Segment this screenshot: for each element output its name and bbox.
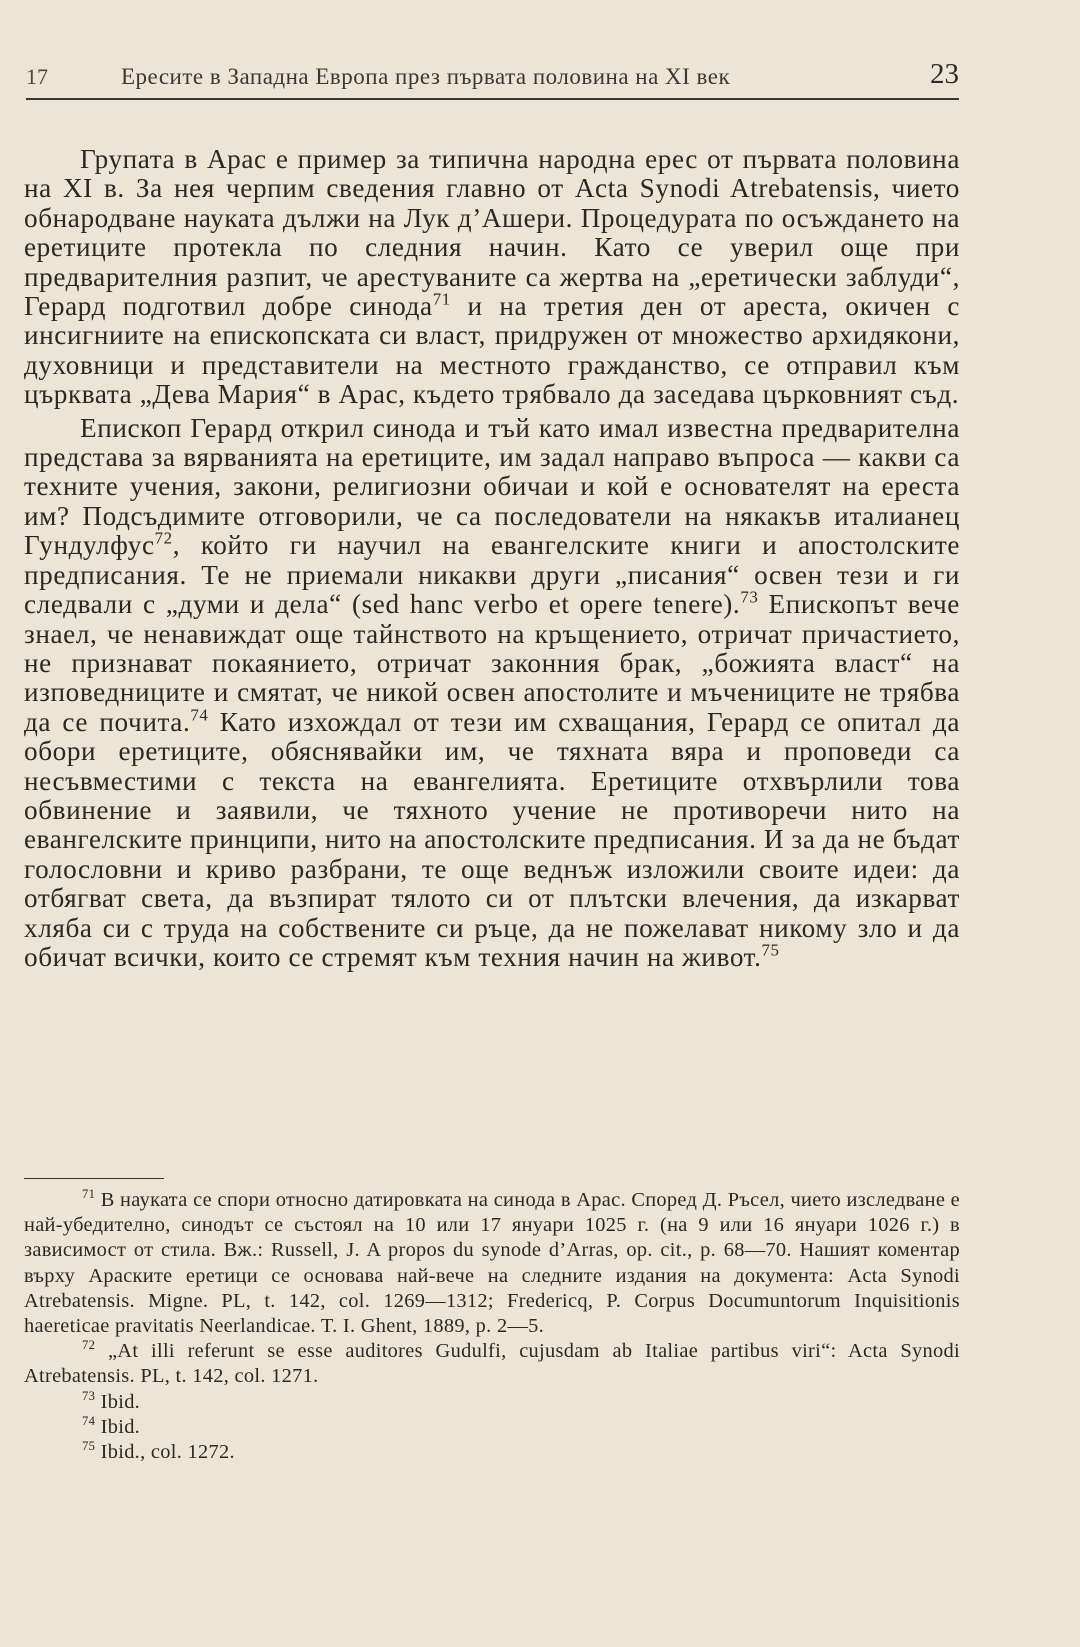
footnote-number: 75: [82, 1439, 96, 1454]
paragraph-2-text-b: , който ги научил на евангелските книги и апостолските предписания. Те не приемали никакви други „писания“ освен тези и ги следвали с „думи и дела“ (sed hanc verbo et opere tenere).: [24, 530, 960, 620]
footnote-75: [24, 1440, 960, 1465]
footnote-ref-73: 73: [740, 587, 759, 607]
footnote-text: Ibid.: [100, 1390, 141, 1413]
footnote-number: 73: [82, 1388, 96, 1403]
footnote-text: „At illi referunt se esse auditores Gudulfi, cujusdam ab Italiae partibus viri“: Acta Synodi Atrebatensis. PL, t. 142, col. 1271.: [24, 1340, 960, 1388]
footnote-74: [24, 1415, 960, 1440]
paragraph-1-text-b: и на третия ден от ареста, окичен с инсигниите на епископската си власт, придружен от множество архидякони, духовници и представители на местното гражданство, се отправил към църквата „Дева Мария“ в Арас, където трябвало да заседава църковният съд.: [24, 291, 961, 410]
footnote-ref-74: 74: [190, 705, 209, 725]
footnote-divider: [24, 1178, 164, 1179]
main-text: [24, 145, 960, 972]
footnote-71: [24, 1188, 960, 1339]
footnote-ref-75: 75: [761, 940, 780, 960]
footnote-ref-72: 72: [154, 528, 173, 548]
footnote-text: Ibid.: [100, 1415, 141, 1438]
section-number: 17: [26, 64, 48, 89]
paragraph-2-text-a: Епископ Герард открил синода и тъй като имал известна предварителна представа за вярванията на еретиците, им задал направо въпроса — какви са техните учения, закони, религиозни обичаи и кой е основателят на ереста им? Подсъдимите отговорили, че са последователи на някакъв италианец Гундулфус: [24, 412, 960, 561]
running-title: Ересите в Западна Европа през първата половина на XI век: [121, 64, 731, 89]
footnote-number: 71: [82, 1187, 96, 1202]
paragraph-2-text-d: Като изхождал от тези им схващания, Герард се опитал да обори еретиците, обяснявайки им, че тяхната вяра и проповеди са несъвместими с текста на евангелията. Еретиците отхвърлили това обвинение и заявили, че тяхното учение не противоречи нито на евангелските принципи, нито на апостолските предписания. И за да не бъдат голословни и криво разбрани, те още веднъж изложили своите идеи: да отбягват света, да възпират тялото си от плътски влечения, да изкарват хляба си с труда на собствените си ръце, да не пожелават никому зло и да обичат всички, които се стремят към техния начин на живот.: [24, 706, 961, 972]
paragraph-1-text-a: Групата в Арас е пример за типична народна ерес от първата половина на XI в. За нея черпим сведения главно от Acta Synodi Atrebatensis, чието обнародване науката дължи на Лук д’Ашери. Процедурата по осъждането на еретиците протекла по следния начин. Като се уверил още при предварителния разпит, че арестуваните са жертва на „еретически заблуди“, Герард подготвил добре синода: [24, 144, 960, 322]
footnote-number: 74: [82, 1414, 96, 1428]
footnote-text: Ibid., col. 1272.: [100, 1441, 235, 1464]
footnote-73: [24, 1390, 960, 1415]
footnote-ref-71: 71: [432, 289, 451, 309]
paragraph-2: [24, 414, 960, 973]
footnote-number: 72: [82, 1338, 96, 1353]
footnote-72: [24, 1339, 960, 1389]
running-header: [26, 58, 959, 100]
page-number: 23: [930, 58, 959, 90]
footnote-text: В науката се спори относно датировката на синода в Арас. Според Д. Ръсел, чието изследване е най-убедително, синодът се състоял на 10 или 17 януари 1025 г. (на 9 или 16 януари 1026 г.) в зависимост от стила. Вж.: Russell, J. A propos du synode d’Arras, op. cit., p. 68—70. Нашият коментар върху Араските еретици се основава най-вече на следните издания на документа: Acta Synodi Atrebatensis. Migne. PL, t. 142, col. 1269—1312; Fredericq, P. Corpus Documuntorum Inquisitionis haereticae pravitatis Neerlandicae. T. I. Ghent, 1889, p. 2—5.: [24, 1189, 960, 1338]
footnotes: [24, 1188, 960, 1465]
paragraph-1: [24, 145, 960, 410]
paragraph-2-text-c: Епископът вече знаел, че ненавиждат още тайнството на кръщението, отричат причастието, не признават покаянието, отричат законния брак, „божията власт“ на изповедниците и смятат, че никой освен апостолите и мъчениците не трябва да се почита.: [24, 589, 960, 737]
